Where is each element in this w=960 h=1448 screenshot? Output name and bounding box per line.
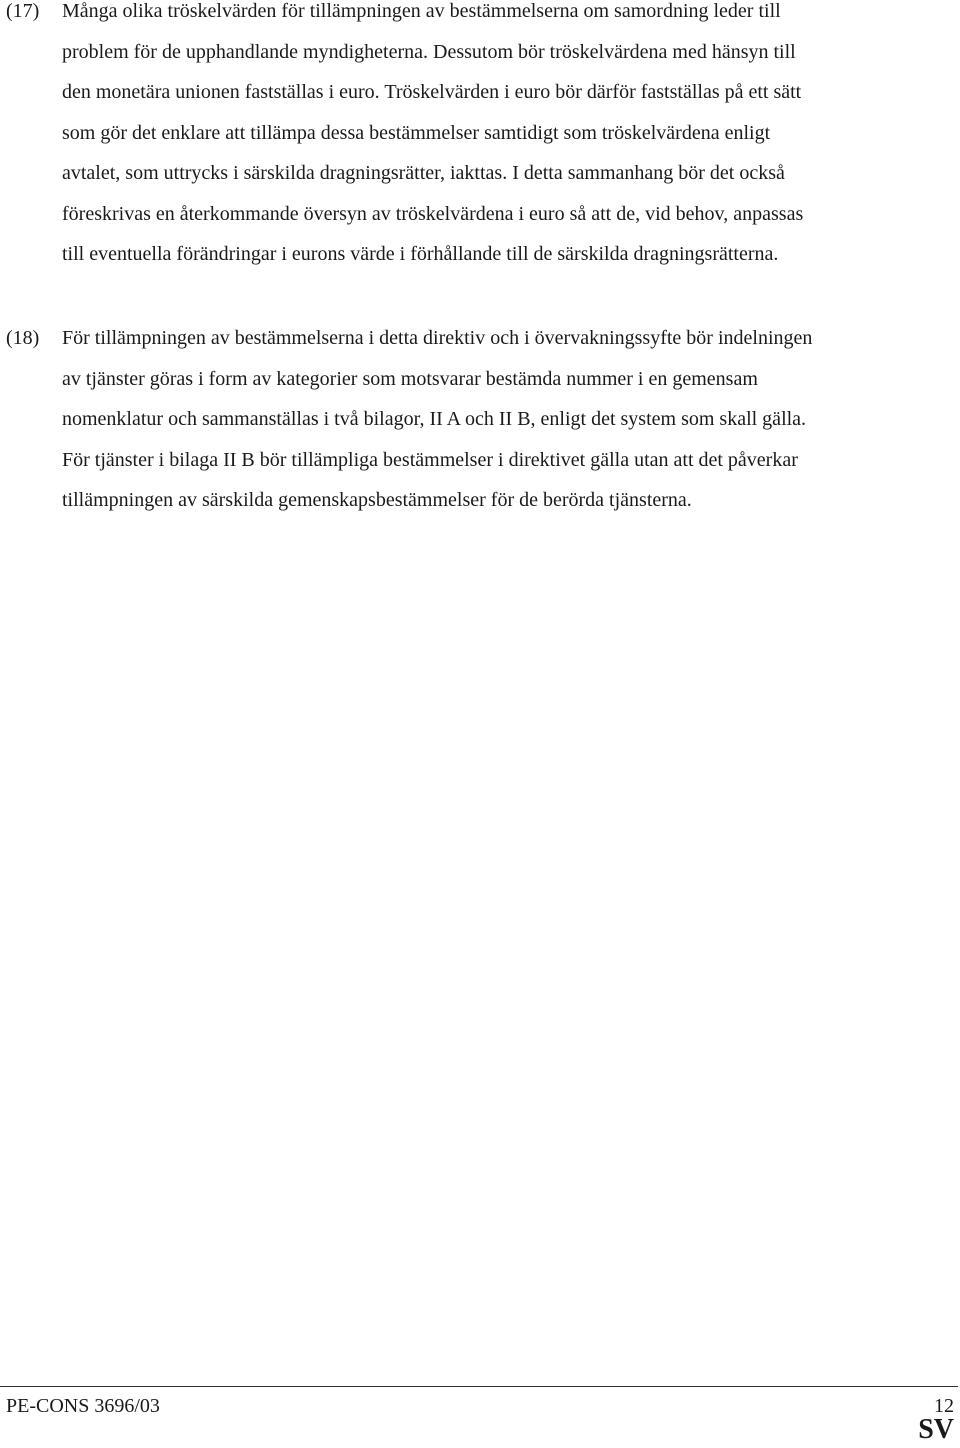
recital-number: (18) — [6, 327, 40, 349]
recital-text — [62, 0, 952, 275]
text-line: den monetära unionen fastställas i euro. Tröskelvärden i euro bör därför fastställas på ett sätt — [62, 81, 802, 103]
text-line: problem för de upphandlande myndigheterna. Dessutom bör tröskelvärdena med hänsyn till — [62, 40, 796, 63]
text-line: till eventuella förändringar i eurons värde i förhållande till de särskilda dragningsrätterna. — [62, 243, 779, 265]
language-code: SV — [918, 1414, 954, 1445]
text-line: avtalet, som uttrycks i särskilda dragningsrätter, iakttas. I detta sammanhang bör det också — [62, 162, 785, 184]
text-line: som gör det enklare att tillämpa dessa bestämmelser samtidigt som tröskelvärdena enligt — [62, 121, 771, 144]
text-line: Många olika tröskelvärden för tillämpningen av bestämmelserna om samordning leder till — [62, 0, 781, 22]
footer-divider — [0, 1386, 958, 1387]
document-reference: PE-CONS 3696/03 — [6, 1395, 160, 1417]
text-line: För tillämpningen av bestämmelserna i detta direktiv och i övervakningssyfte bör indelningen — [62, 327, 813, 349]
text-line: nomenklatur och sammanställas i två bilagor, II A och II B, enligt det system som skall gälla. — [62, 408, 807, 430]
page-number: 12 — [934, 1395, 954, 1417]
text-line: tillämpningen av särskilda gemenskapsbestämmelser för de berörda tjänsterna. — [62, 489, 692, 511]
text-line: För tjänster i bilaga II B bör tillämpliga bestämmelser i direktivet gälla utan att det påverkar — [62, 448, 798, 471]
recital-text — [62, 318, 952, 521]
text-line: av tjänster göras i form av kategorier som motsvarar bestämda nummer i en gemensam — [62, 367, 758, 390]
text-line: föreskrivas en återkommande översyn av tröskelvärdena i euro så att de, vid behov, anpassas — [62, 202, 804, 225]
recital-number: (17) — [6, 0, 40, 22]
